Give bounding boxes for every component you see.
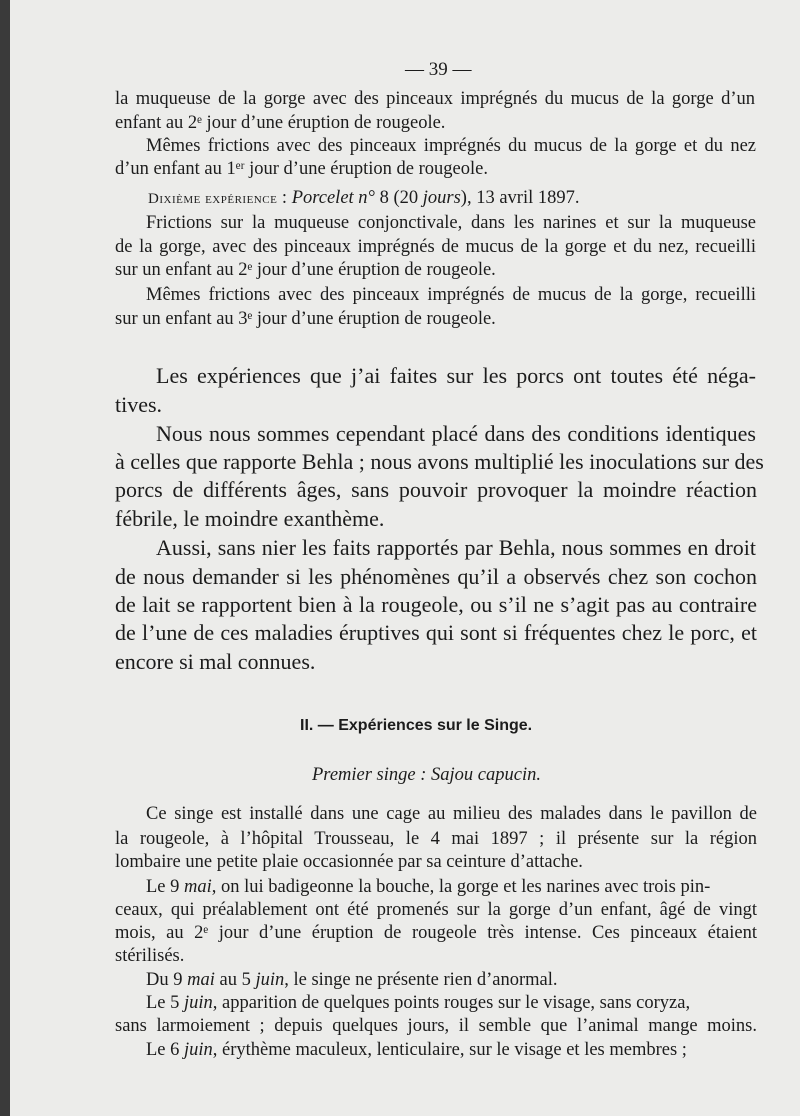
text-line: Ce singe est installé dans une cage au milieu des malades dans le pavillon de (146, 804, 757, 824)
text-line: Nous nous sommes cependant placé dans des conditions identiques (156, 421, 756, 446)
subsection-heading: Premier singe : Sajou capucin. (312, 765, 541, 785)
date-word: juin (184, 1040, 213, 1060)
text-line: de l’une de ces maladies éruptives qui sont si fréquentes chez le porc, et (115, 620, 757, 645)
text-line: Frictions sur la muqueuse conjonctivale, dans les narines et sur la muqueuse (146, 213, 756, 233)
text-line: sur un enfant au 2ᵉ jour d’une éruption de rougeole. (115, 260, 496, 280)
document-page (10, 0, 800, 1116)
text-line: porcs de différents âges, sans pouvoir provoquer la moindre réaction (115, 477, 757, 502)
text-line: sur un enfant au 3ᵉ jour d’une éruption de rougeole. (115, 309, 496, 329)
page-number: — 39 — (405, 59, 472, 80)
text-line: encore si mal connues. (115, 649, 316, 674)
text-line: la rougeole, à l’hôpital Trousseau, le 4 mai 1897 ; il présente sur la région (115, 829, 757, 849)
text-line: Mêmes frictions avec des pinceaux imprégnés du mucus de la gorge et du nez (146, 136, 756, 156)
experiment-date: ), 13 avril 1897. (460, 188, 580, 208)
text-line: ceaux, qui préalablement ont été promenés sur la gorge d’un enfant, âgé de vingt (115, 900, 757, 920)
text-line: enfant au 2ᵉ jour d’une éruption de rougeole. (115, 113, 446, 133)
text-line: fébrile, le moindre exanthème. (115, 506, 385, 531)
text-line: de nous demander si les phénomènes qu’il a observés chez son cochon (115, 564, 757, 589)
experiment-sep: : (277, 188, 292, 208)
date-word: mai (184, 877, 212, 897)
text-line: tives. (115, 392, 163, 417)
experiment-label: Dixième expérience (148, 191, 278, 207)
text-line: stérilisés. (115, 946, 185, 966)
text-line (146, 1041, 687, 1060)
text-span: , le singe ne présente rien d’anormal. (284, 970, 558, 990)
text-line: lombaire une petite plaie occasionnée par sa ceinture d’attache. (115, 852, 583, 872)
text-span: Le 5 (146, 993, 185, 1013)
experiment-heading (148, 189, 579, 208)
date-word: juin (255, 970, 285, 990)
experiment-jours: jours (422, 188, 461, 208)
text-span: , érythème maculeux, lenticulaire, sur le visage et les membres ; (212, 1040, 687, 1060)
text-line: Mêmes frictions avec des pinceaux imprégnés de mucus de la gorge, recueilli (146, 285, 756, 305)
text-line (146, 994, 690, 1013)
text-span: , apparition de quelques points rouges sur le visage, sans coryza, (212, 993, 691, 1013)
text-span: au 5 (214, 970, 256, 990)
text-line: de la gorge, avec des pinceaux imprégnés de mucus de la gorge et du nez, recueilli (115, 237, 756, 257)
text-span: Le 9 (146, 877, 185, 897)
text-line: sans larmoiement ; depuis quelques jours, il semble que l’animal mange moins. (115, 1016, 757, 1036)
date-word: mai (187, 970, 215, 990)
text-line: la muqueuse de la gorge avec des pinceaux imprégnés du mucus de la gorge d’un (115, 89, 755, 109)
section-heading: II. — Expériences sur le Singe. (300, 717, 533, 734)
text-span: Du 9 (146, 970, 188, 990)
text-line: Les expériences que j’ai faites sur les porcs ont toutes été néga- (156, 363, 756, 388)
text-line: mois, au 2ᵉ jour d’une éruption de rougeole très intense. Ces pinceaux étaient (115, 923, 757, 943)
text-line: Aussi, sans nier les faits rapportés par Behla, nous sommes en droit (156, 535, 756, 560)
text-line: de lait se rapportent bien à la rougeole, ou s’il ne s’agit pas au contraire (115, 592, 757, 617)
date-word: juin (184, 993, 213, 1013)
text-span: Le 6 (146, 1040, 185, 1060)
experiment-number: 8 (20 (374, 188, 423, 208)
experiment-subject: Porcelet n° (291, 188, 375, 208)
text-line: d’un enfant au 1ᵉʳ jour d’une éruption de rougeole. (115, 159, 488, 179)
text-line: à celles que rapporte Behla ; nous avons multiplié les inoculations sur des (115, 449, 764, 474)
text-span: , on lui badigeonne la bouche, la gorge et les narines avec trois pin- (211, 877, 711, 897)
text-line (146, 878, 757, 897)
text-line (146, 971, 558, 990)
